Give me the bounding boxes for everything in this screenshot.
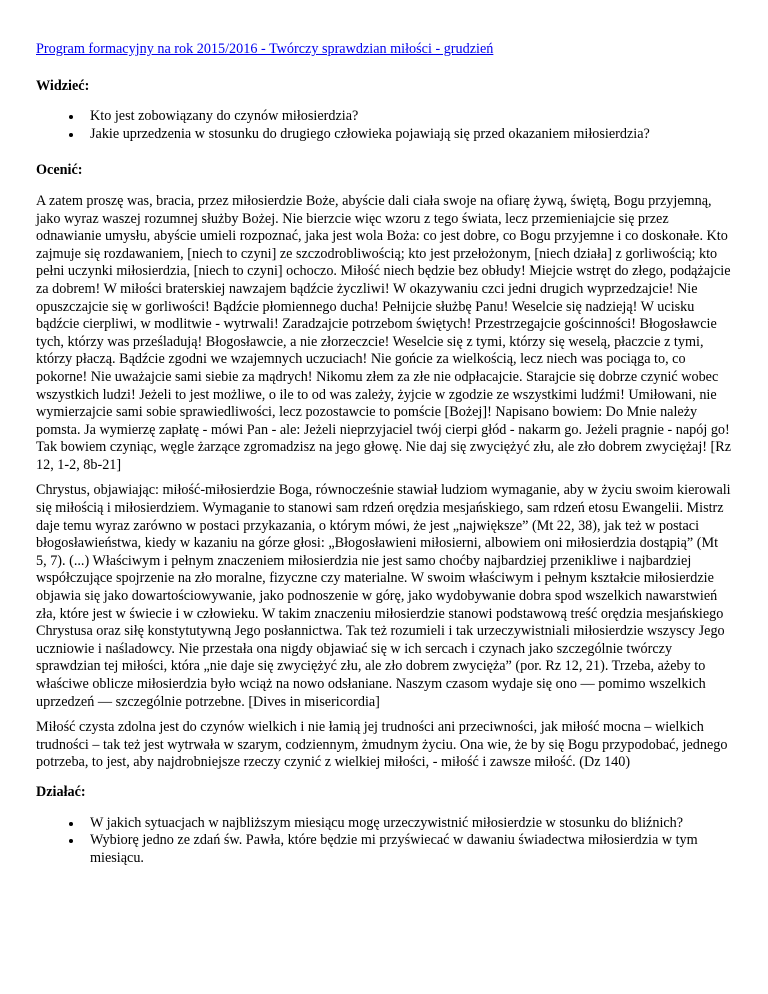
list-item: W jakich sytuacjach w najbliższym miesiącu mogę urzeczywistnić miłosierdzie w stosunku do bliźnich? [90,815,732,833]
section-act [36,784,732,867]
scripture-paragraph: A zatem proszę was, bracia, przez miłosierdzie Boże, abyście dali ciała swoje na ofiarę żywą, świętą, Bogu przyjemną, jako wyraz waszej rozumnej służby Bożej. Nie bierzcie więc wzoru z tego świata, lecz przemieniajcie się przez odnawianie umysłu, abyście umieli rozpoznać, jaka jest wola Boża: co jest dobre, co Bogu przyjemne i co doskonałe. Kto zajmuje się rozdawaniem, [niech to czyni] ze szczodrobliwością; kto jest przełożonym, [niech działa] z gorliwością; kto pełni uczynki miłosierdzia, [niech to czyni] ochoczo. Miłość niech będzie bez obłudy! Miejcie wstręt do złego, podążajcie za dobrem! W miłości braterskiej nawzajem bądźcie życzliwi! W okazywaniu czci jedni drugich wyprzedzajcie! Nie opuszczajcie się w gorliwości! Bądźcie płomiennego ducha! Pełnijcie służbę Panu! Weselcie się nadzieją! W ucisku bądźcie cierpliwi, w modlitwie - wytrwali! Zaradzajcie potrzebom świętych! Przestrzegajcie gościnności! Błogosławcie tych, którzy was prześladują! Błogosławcie, a nie złorzeczcie! Weselcie się z tymi, którzy się weselą, płaczcie z tymi, którzy płaczą. Bądźcie zgodni we wzajemnych uczuciach! Nie gońcie za wielkością, lecz niech was pociąga to, co pokorne! Nie uważajcie sami siebie za mądrych! Nikomu złem za złe nie odpłacajcie. Starajcie się dobrze czynić wobec wszystkich ludzi! Jeżeli to jest możliwe, o ile to od was zależy, żyjcie w zgodzie ze wszystkimi ludźmi! Umiłowani, nie wymierzajcie sami sobie sprawiedliwości, lecz pozostawcie to pomście [Bożej]! Napisano bowiem: Do Mnie należy pomsta. Ja wymierzę zapłatę - mówi Pan - ale: Jeżeli nieprzyjaciel twój cierpi głód - nakarm go. Jeżeli pragnie - napój go! Tak bowiem czyniąc, węgle żarzące zgromadzisz na jego głowę. Nie daj się zwyciężyć złu, ale zło dobrem zwyciężaj! [Rz 12, 1-2, 8b-21] [36,192,732,473]
section-heading-see: Widzieć: [36,77,90,94]
diary-paragraph: Miłość czysta zdolna jest do czynów wielkich i nie łamią jej trudności ani przeciwności, jak miłość mocna – wielkich trudności – tak też jest wytrwała w szarym, codziennym, żmudnym życiu. Ona wie, że by się Bogu przypodobać, jednego potrzeba, to jest, aby najdrobniejsze rzeczy czynić z wielkiej miłości, - miłość i zawsze miłość. (Dz 140) [36,719,728,771]
encyclical-paragraph: Chrystus, objawiając: miłość-miłosierdzie Boga, równocześnie stawiał ludziom wymaganie, aby w życiu swoim kierowali się miłością i miłosierdziem. Wymaganie to stanowi sam rdzeń orędzia mesjańskiego, sam rdzeń etosu Ewangelii. Mistrz daje temu wyraz zarówno w postaci przykazania, o którym mówi, że jest „największe” (Mt 22, 38), jak też w postaci błogosławieństwa, kiedy w kazaniu na górze głosi: „Błogosławieni miłosierni, albowiem oni miłosierdzia dostąpią” (Mt 5, 7). (...) Właściwym i pełnym znaczeniem miłosierdzia nie jest samo choćby najbardziej przenikliwe i najbardziej współczujące spojrzenie na zło moralne, fizyczne czy materialne. W swoim właściwym i pełnym kształcie miłosierdzie objawia się jako dowartościowywanie, jako podnoszenie w górę, jako wydobywanie dobra spod wszelkich nawarstwień zła, które jest w świecie i w człowieku. W takim znaczeniu miłosierdzie stanowi podstawową treść orędzia mesjańskiego Chrystusa oraz siłę konstytutywną Jego posłannictwa. Tak też rozumieli i tak urzeczywistniali miłosierdzie wszyscy Jego uczniowie i naśladowcy. Nie przestała ona nigdy objawiać się w ich sercach i czynach jako szczególnie twórczy sprawdzian tej miłości, która „nie daje się zwyciężyć złu, ale zło dobrem zwycięża” (por. Rz 12, 21). Trzeba, ażeby to właściwe oblicze miłosierdzia było wciąż na nowo odsłaniane. Naszym czasom wydaje się ono — pomimo wszelkich uprzedzeń — szczególnie potrzebne. [Dives in misericordia] [36,482,731,710]
section-see [36,78,732,144]
program-title-link[interactable]: Program formacyjny na rok 2015/2016 - Twórczy sprawdzian miłości - grudzień [36,41,494,57]
section-judge [36,162,732,772]
section-heading-judge: Ocenić: [36,162,83,179]
list-item: Wybiorę jedno ze zdań św. Pawła, które będzie mi przyświecać w dawaniu świadectwa miłosierdzia w tym miesiącu. [90,832,732,867]
see-questions-list [36,108,732,143]
list-item: Jakie uprzedzenia w stosunku do drugiego człowieka pojawiają się przed okazaniem miłosierdzia? [90,126,732,144]
act-questions-list [36,815,732,868]
list-item: Kto jest zobowiązany do czynów miłosierdzia? [90,108,732,126]
section-heading-act: Działać: [36,783,86,800]
